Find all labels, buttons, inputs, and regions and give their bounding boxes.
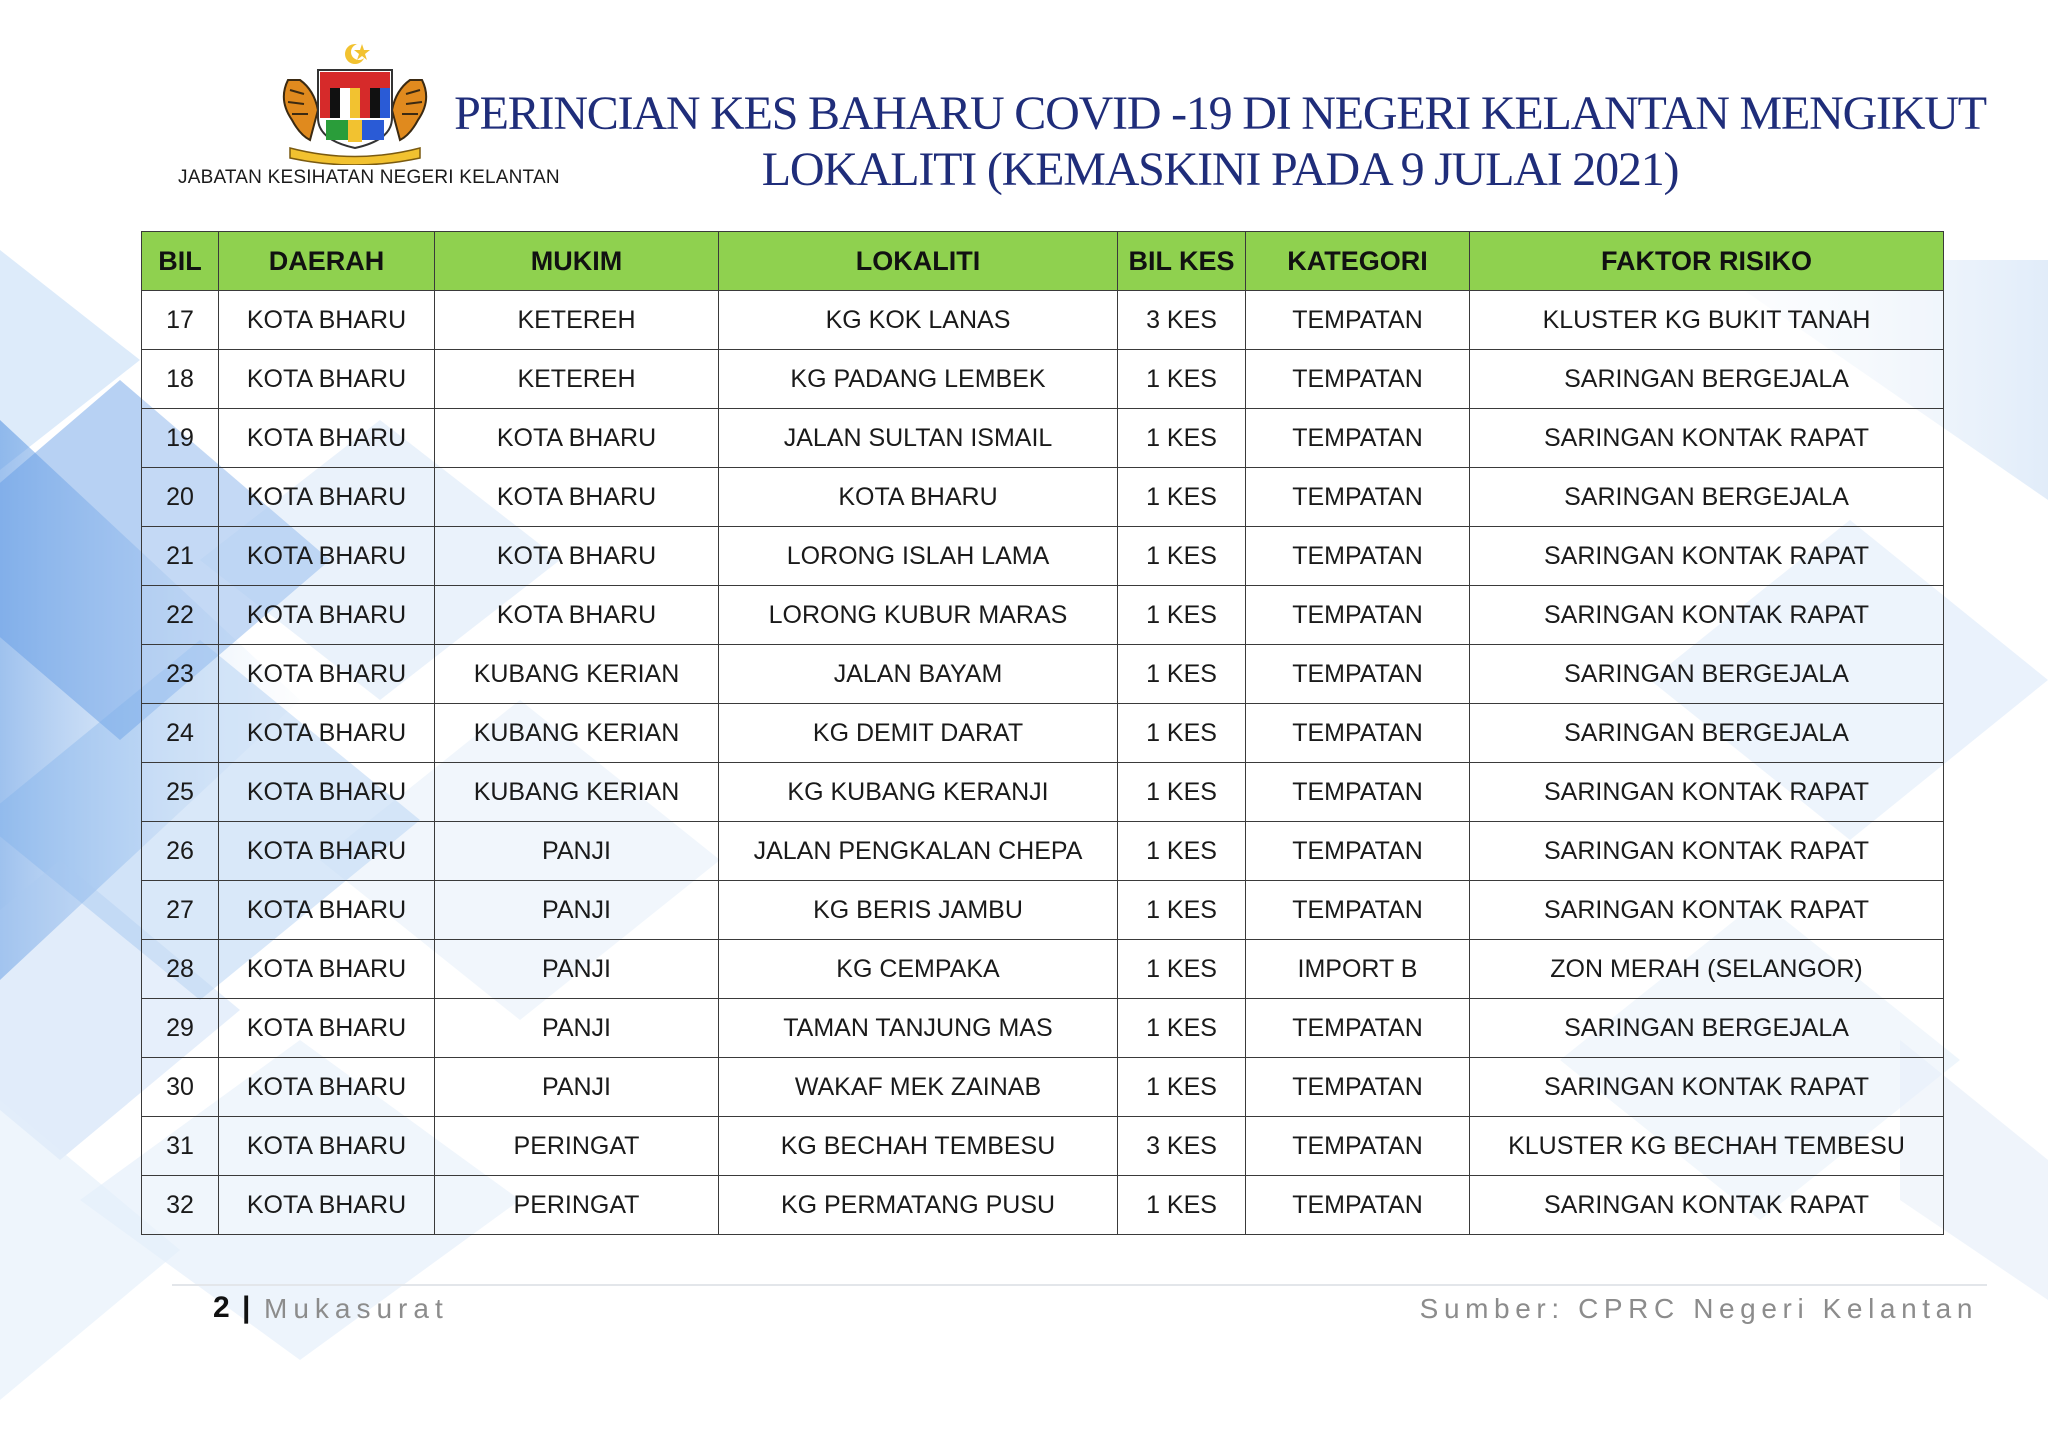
- cell-daerah: KOTA BHARU: [219, 645, 435, 704]
- cell-daerah: KOTA BHARU: [219, 1176, 435, 1235]
- cell-bil: 29: [142, 999, 219, 1058]
- column-header-daerah: DAERAH: [219, 232, 435, 291]
- table-row: [142, 645, 1944, 704]
- column-header-mukim: MUKIM: [435, 232, 719, 291]
- table-row: [142, 1117, 1944, 1176]
- cell-bil-kes: 1 KES: [1118, 468, 1246, 527]
- cell-mukim: KOTA BHARU: [435, 527, 719, 586]
- cell-kategori: TEMPATAN: [1246, 1117, 1470, 1176]
- cell-daerah: KOTA BHARU: [219, 291, 435, 350]
- cell-bil: 31: [142, 1117, 219, 1176]
- table-row: [142, 350, 1944, 409]
- column-header-bil: BIL: [142, 232, 219, 291]
- cell-bil-kes: 1 KES: [1118, 999, 1246, 1058]
- cell-daerah: KOTA BHARU: [219, 1117, 435, 1176]
- cell-faktor-risiko: SARINGAN KONTAK RAPAT: [1470, 763, 1944, 822]
- cell-bil-kes: 1 KES: [1118, 881, 1246, 940]
- cell-lokaliti: KOTA BHARU: [719, 468, 1118, 527]
- cell-bil: 22: [142, 586, 219, 645]
- cell-faktor-risiko: SARINGAN BERGEJALA: [1470, 350, 1944, 409]
- cell-lokaliti: KG CEMPAKA: [719, 940, 1118, 999]
- cell-bil: 18: [142, 350, 219, 409]
- cell-bil-kes: 1 KES: [1118, 1176, 1246, 1235]
- cell-daerah: KOTA BHARU: [219, 999, 435, 1058]
- cell-kategori: TEMPATAN: [1246, 1058, 1470, 1117]
- table-row: [142, 468, 1944, 527]
- cell-kategori: TEMPATAN: [1246, 409, 1470, 468]
- cell-bil: 19: [142, 409, 219, 468]
- cell-mukim: PANJI: [435, 1058, 719, 1117]
- page-label: Mukasurat: [264, 1293, 449, 1324]
- cell-bil: 32: [142, 1176, 219, 1235]
- cell-bil: 23: [142, 645, 219, 704]
- cell-kategori: TEMPATAN: [1246, 822, 1470, 881]
- cell-lokaliti: KG KOK LANAS: [719, 291, 1118, 350]
- cell-mukim: PERINGAT: [435, 1176, 719, 1235]
- table-row: [142, 586, 1944, 645]
- cell-bil-kes: 1 KES: [1118, 940, 1246, 999]
- cell-faktor-risiko: SARINGAN BERGEJALA: [1470, 645, 1944, 704]
- cell-bil-kes: 1 KES: [1118, 527, 1246, 586]
- column-header-faktor-risiko: FAKTOR RISIKO: [1470, 232, 1944, 291]
- table-header-row: [142, 232, 1944, 291]
- column-header-lokaliti: LOKALITI: [719, 232, 1118, 291]
- case-table: [141, 231, 1944, 1235]
- cell-daerah: KOTA BHARU: [219, 350, 435, 409]
- cell-kategori: TEMPATAN: [1246, 527, 1470, 586]
- cell-faktor-risiko: SARINGAN KONTAK RAPAT: [1470, 1058, 1944, 1117]
- cell-lokaliti: KG PERMATANG PUSU: [719, 1176, 1118, 1235]
- cell-faktor-risiko: SARINGAN KONTAK RAPAT: [1470, 881, 1944, 940]
- cell-kategori: TEMPATAN: [1246, 468, 1470, 527]
- cell-bil: 26: [142, 822, 219, 881]
- cell-daerah: KOTA BHARU: [219, 468, 435, 527]
- cell-bil: 21: [142, 527, 219, 586]
- cell-lokaliti: TAMAN TANJUNG MAS: [719, 999, 1118, 1058]
- cell-faktor-risiko: SARINGAN KONTAK RAPAT: [1470, 822, 1944, 881]
- cell-kategori: TEMPATAN: [1246, 763, 1470, 822]
- cell-bil-kes: 1 KES: [1118, 1058, 1246, 1117]
- column-header-kategori: KATEGORI: [1246, 232, 1470, 291]
- source-note: Sumber: CPRC Negeri Kelantan: [1419, 1293, 1978, 1324]
- cell-mukim: KOTA BHARU: [435, 409, 719, 468]
- cell-faktor-risiko: KLUSTER KG BUKIT TANAH: [1470, 291, 1944, 350]
- cell-mukim: KOTA BHARU: [435, 468, 719, 527]
- cell-bil: 30: [142, 1058, 219, 1117]
- table-row: [142, 291, 1944, 350]
- cell-lokaliti: KG KUBANG KERANJI: [719, 763, 1118, 822]
- cell-kategori: TEMPATAN: [1246, 291, 1470, 350]
- table-row: [142, 999, 1944, 1058]
- cell-daerah: KOTA BHARU: [219, 1058, 435, 1117]
- page-title: [440, 86, 2000, 198]
- cell-lokaliti: WAKAF MEK ZAINAB: [719, 1058, 1118, 1117]
- cell-faktor-risiko: SARINGAN BERGEJALA: [1470, 704, 1944, 763]
- cell-bil: 25: [142, 763, 219, 822]
- cell-lokaliti: KG BECHAH TEMBESU: [719, 1117, 1118, 1176]
- table-row: [142, 527, 1944, 586]
- cell-faktor-risiko: KLUSTER KG BECHAH TEMBESU: [1470, 1117, 1944, 1176]
- cell-kategori: TEMPATAN: [1246, 586, 1470, 645]
- cell-kategori: TEMPATAN: [1246, 645, 1470, 704]
- cell-bil: 27: [142, 881, 219, 940]
- cell-faktor-risiko: ZON MERAH (SELANGOR): [1470, 940, 1944, 999]
- cell-faktor-risiko: SARINGAN KONTAK RAPAT: [1470, 409, 1944, 468]
- cell-mukim: KETEREH: [435, 350, 719, 409]
- table-row: [142, 881, 1944, 940]
- cell-mukim: PERINGAT: [435, 1117, 719, 1176]
- table-row: [142, 1058, 1944, 1117]
- cell-mukim: KUBANG KERIAN: [435, 704, 719, 763]
- cell-bil-kes: 1 KES: [1118, 409, 1246, 468]
- cell-bil-kes: 1 KES: [1118, 645, 1246, 704]
- cell-bil-kes: 3 KES: [1118, 1117, 1246, 1176]
- cell-kategori: TEMPATAN: [1246, 881, 1470, 940]
- cell-bil-kes: 1 KES: [1118, 586, 1246, 645]
- cell-bil-kes: 1 KES: [1118, 350, 1246, 409]
- cell-mukim: PANJI: [435, 881, 719, 940]
- table-row: [142, 822, 1944, 881]
- cell-faktor-risiko: SARINGAN KONTAK RAPAT: [1470, 1176, 1944, 1235]
- cell-lokaliti: KG PADANG LEMBEK: [719, 350, 1118, 409]
- cell-lokaliti: KG BERIS JAMBU: [719, 881, 1118, 940]
- cell-bil-kes: 3 KES: [1118, 291, 1246, 350]
- cell-mukim: PANJI: [435, 940, 719, 999]
- cell-bil: 24: [142, 704, 219, 763]
- cell-mukim: PANJI: [435, 822, 719, 881]
- table-row: [142, 409, 1944, 468]
- cell-mukim: KOTA BHARU: [435, 586, 719, 645]
- cell-mukim: KUBANG KERIAN: [435, 645, 719, 704]
- cell-daerah: KOTA BHARU: [219, 409, 435, 468]
- cell-lokaliti: KG DEMIT DARAT: [719, 704, 1118, 763]
- table-row: [142, 763, 1944, 822]
- cell-daerah: KOTA BHARU: [219, 763, 435, 822]
- cell-lokaliti: JALAN SULTAN ISMAIL: [719, 409, 1118, 468]
- cell-lokaliti: LORONG ISLAH LAMA: [719, 527, 1118, 586]
- cell-faktor-risiko: SARINGAN BERGEJALA: [1470, 999, 1944, 1058]
- cell-daerah: KOTA BHARU: [219, 527, 435, 586]
- cell-bil-kes: 1 KES: [1118, 704, 1246, 763]
- page-number: 2: [213, 1291, 230, 1324]
- cell-bil: 28: [142, 940, 219, 999]
- cell-kategori: TEMPATAN: [1246, 1176, 1470, 1235]
- title-line-2: LOKALITI (KEMASKINI PADA 9 JULAI 2021): [761, 143, 1679, 196]
- cell-lokaliti: LORONG KUBUR MARAS: [719, 586, 1118, 645]
- page-separator: |: [242, 1291, 251, 1324]
- cell-daerah: KOTA BHARU: [219, 822, 435, 881]
- cell-faktor-risiko: SARINGAN KONTAK RAPAT: [1470, 527, 1944, 586]
- cell-kategori: TEMPATAN: [1246, 999, 1470, 1058]
- cell-mukim: KUBANG KERIAN: [435, 763, 719, 822]
- cell-bil-kes: 1 KES: [1118, 763, 1246, 822]
- table-row: [142, 704, 1944, 763]
- cell-bil: 20: [142, 468, 219, 527]
- cell-daerah: KOTA BHARU: [219, 704, 435, 763]
- table-row: [142, 940, 1944, 999]
- cell-bil: 17: [142, 291, 219, 350]
- cell-daerah: KOTA BHARU: [219, 881, 435, 940]
- cell-mukim: PANJI: [435, 999, 719, 1058]
- cell-lokaliti: JALAN PENGKALAN CHEPA: [719, 822, 1118, 881]
- title-line-1: PERINCIAN KES BAHARU COVID -19 DI NEGERI KELANTAN MENGIKUT: [454, 87, 1986, 140]
- department-name: JABATAN KESIHATAN NEGERI KELANTAN: [178, 167, 560, 188]
- cell-faktor-risiko: SARINGAN KONTAK RAPAT: [1470, 586, 1944, 645]
- cell-kategori: TEMPATAN: [1246, 704, 1470, 763]
- cell-kategori: IMPORT B: [1246, 940, 1470, 999]
- cell-mukim: KETEREH: [435, 291, 719, 350]
- footer-divider: [172, 1284, 1987, 1286]
- cell-daerah: KOTA BHARU: [219, 586, 435, 645]
- cell-daerah: KOTA BHARU: [219, 940, 435, 999]
- cell-bil-kes: 1 KES: [1118, 822, 1246, 881]
- cell-lokaliti: JALAN BAYAM: [719, 645, 1118, 704]
- table-row: [142, 1176, 1944, 1235]
- column-header-bil-kes: BIL KES: [1118, 232, 1246, 291]
- coat-of-arms-logo: [270, 40, 440, 165]
- cell-kategori: TEMPATAN: [1246, 350, 1470, 409]
- cell-faktor-risiko: SARINGAN BERGEJALA: [1470, 468, 1944, 527]
